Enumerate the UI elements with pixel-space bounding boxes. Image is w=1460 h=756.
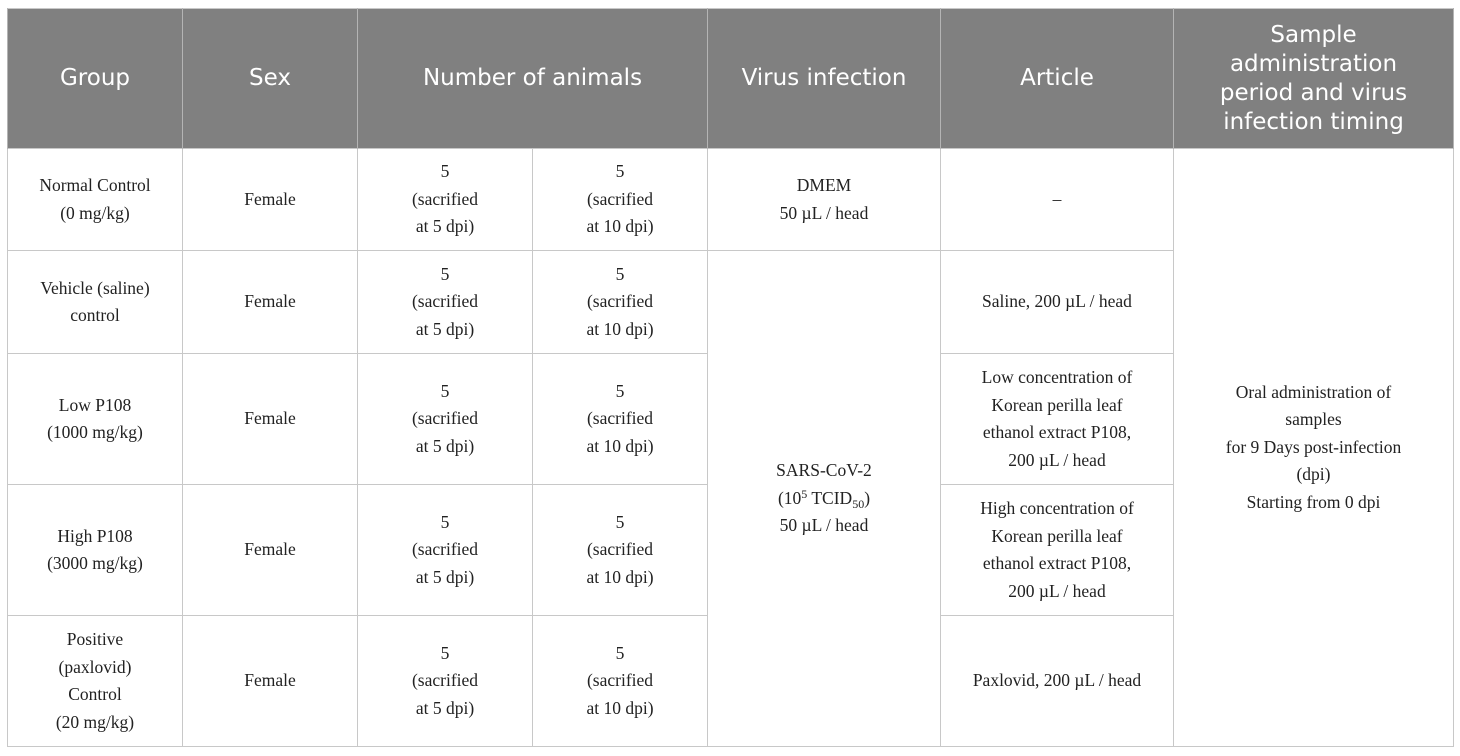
group-line: Control [68, 684, 122, 704]
header-sample-line: period and virus [1219, 79, 1408, 106]
article-line: High concentration of [980, 498, 1134, 518]
dose-unit: TCID [807, 487, 853, 508]
group-line: (3000 mg/kg) [47, 553, 143, 573]
group-cell [8, 616, 183, 747]
article-line: 200 µL / head [1008, 580, 1106, 601]
animals-line: (sacrified [411, 408, 479, 429]
virus-dmem-cell [708, 149, 941, 251]
animals-line: 5 [615, 263, 625, 284]
group-cell [8, 251, 183, 354]
article-line: Korean perilla leaf [991, 525, 1123, 546]
article-line: – [1052, 188, 1062, 209]
article-line: Paxlovid, 200 µL / head [972, 670, 1142, 691]
study-design-table [7, 8, 1454, 747]
sex-cell: Female [183, 354, 358, 485]
animals-5dpi-cell [358, 149, 533, 251]
sample-line: (dpi) [1296, 464, 1331, 485]
virus-line: 50 µL / head [779, 202, 869, 223]
article-line: Low concentration of [981, 367, 1133, 387]
table-row [8, 149, 1454, 251]
animals-10dpi-cell [533, 149, 708, 251]
article-cell [941, 354, 1174, 485]
sex-cell: Female [183, 251, 358, 354]
animals-line: (sacrified [586, 291, 654, 312]
header-number-of-animals: Number of animals [358, 9, 708, 149]
group-line: Positive [66, 629, 124, 649]
animals-10dpi-cell [533, 616, 708, 747]
dose-subscript: 50 [852, 496, 865, 511]
article-cell [941, 616, 1174, 747]
group-line: Low P108 [58, 394, 132, 415]
header-sample-line: Sample [1270, 21, 1357, 48]
animals-5dpi-cell [358, 251, 533, 354]
sex-cell: Female [183, 485, 358, 616]
virus-line: DMEM [796, 175, 852, 195]
header-sex: Sex [183, 9, 358, 149]
animals-line: (sacrified [411, 291, 479, 312]
animals-line: 5 [615, 380, 625, 401]
article-cell [941, 485, 1174, 616]
article-line: Korean perilla leaf [991, 394, 1123, 415]
animals-line: 5 [440, 380, 450, 401]
virus-name: SARS-CoV-2 [776, 460, 872, 481]
animals-line: (sacrified [586, 188, 654, 209]
group-line: (1000 mg/kg) [47, 422, 143, 442]
group-line: Vehicle (saline) [40, 277, 150, 298]
article-cell [941, 251, 1174, 354]
header-sample-line: infection timing [1223, 108, 1404, 135]
animals-line: at 10 dpi) [586, 435, 654, 456]
header-row [8, 9, 1454, 149]
animals-line: (sacrified [411, 188, 479, 209]
virus-dose [714, 485, 934, 513]
animals-5dpi-cell [358, 616, 533, 747]
group-cell [8, 485, 183, 616]
animals-line: at 10 dpi) [586, 697, 654, 718]
sample-line: samples [1285, 409, 1342, 430]
animals-line: (sacrified [411, 670, 479, 691]
animals-line: at 10 dpi) [586, 566, 654, 587]
animals-line: 5 [440, 263, 450, 284]
animals-line: 5 [615, 511, 625, 532]
animals-line: at 5 dpi) [415, 435, 475, 456]
group-line: High P108 [57, 525, 133, 546]
animals-line: 5 [615, 161, 625, 182]
animals-line: at 5 dpi) [415, 566, 475, 587]
group-line: (20 mg/kg) [55, 711, 135, 732]
group-line: (0 mg/kg) [60, 202, 130, 223]
animals-line: (sacrified [411, 539, 479, 560]
header-sample-administration [1174, 9, 1454, 149]
animals-line: at 5 dpi) [415, 318, 475, 339]
header-group: Group [8, 9, 183, 149]
animals-10dpi-cell [533, 354, 708, 485]
group-line: Normal Control [39, 175, 151, 195]
animals-line: at 5 dpi) [415, 697, 475, 718]
article-line: Saline, 200 µL / head [982, 291, 1132, 312]
dose-close: ) [864, 487, 871, 508]
sample-administration-cell [1174, 149, 1454, 747]
group-cell [8, 354, 183, 485]
header-virus-infection: Virus infection [708, 9, 941, 149]
animals-line: 5 [615, 642, 625, 663]
virus-sars-cell [708, 251, 941, 747]
group-line: (paxlovid) [58, 656, 132, 677]
animals-10dpi-cell [533, 485, 708, 616]
sample-line: for 9 Days post-infection [1225, 436, 1402, 457]
header-article: Article [941, 9, 1174, 149]
animals-line: at 5 dpi) [415, 216, 475, 237]
animals-5dpi-cell [358, 485, 533, 616]
animals-line: (sacrified [586, 408, 654, 429]
sex-cell: Female [183, 149, 358, 251]
animals-line: at 10 dpi) [586, 216, 654, 237]
sample-line: Starting from 0 dpi [1246, 491, 1381, 512]
animals-line: 5 [440, 642, 450, 663]
header-sample-line: administration [1229, 50, 1398, 77]
dose-exponent: 5 [801, 486, 808, 501]
sex-cell: Female [183, 616, 358, 747]
dose-open: (10 [777, 487, 802, 508]
article-line: ethanol extract P108, [982, 553, 1132, 573]
article-line: 200 µL / head [1008, 449, 1106, 470]
article-cell [941, 149, 1174, 251]
animals-line: 5 [440, 511, 450, 532]
animals-line: 5 [440, 161, 450, 182]
animals-line: at 10 dpi) [586, 318, 654, 339]
virus-volume: 50 µL / head [779, 515, 869, 536]
animals-10dpi-cell [533, 251, 708, 354]
animals-5dpi-cell [358, 354, 533, 485]
animals-line: (sacrified [586, 539, 654, 560]
article-line: ethanol extract P108, [982, 422, 1132, 442]
group-cell [8, 149, 183, 251]
sample-line: Oral administration of [1235, 381, 1392, 402]
group-line: control [70, 305, 120, 325]
animals-line: (sacrified [586, 670, 654, 691]
